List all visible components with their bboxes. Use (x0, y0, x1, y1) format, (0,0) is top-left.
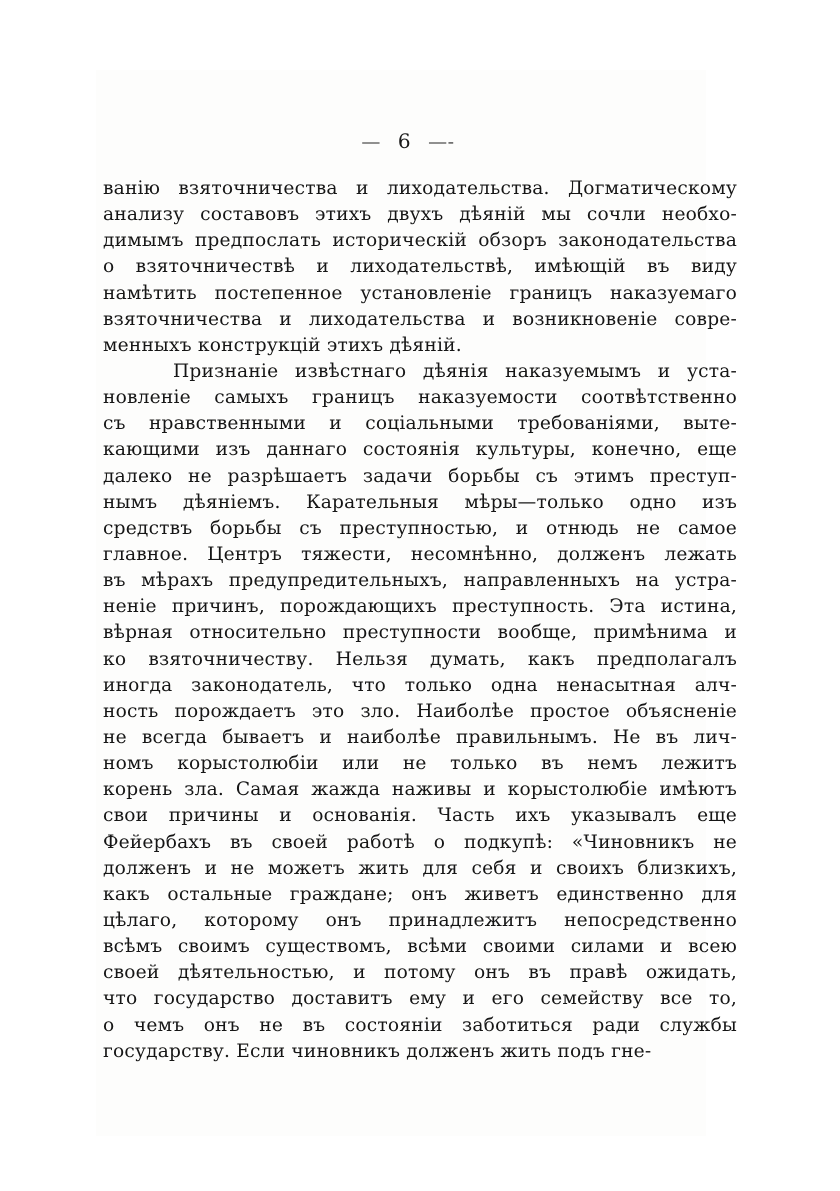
text-line: номъ корыстолюбіи или не только въ немъ лежитъ (103, 753, 737, 775)
text-line: о чемъ онъ не въ состояніи заботиться ради службы (103, 1014, 737, 1036)
text-line: нымъ дѣяніемъ. Карательныя мѣры—только одно изъ (103, 491, 737, 513)
page-number: 6 (397, 129, 412, 153)
header-rule-right: —- (428, 133, 455, 151)
text-line: ванію взяточничества и лиходательства. Догматическому (103, 178, 737, 199)
text-line: въ мѣрахъ предупредительныхъ, направленныхъ на устра- (103, 570, 737, 592)
text-line: неніе причинъ, порождающихъ преступность. Эта истина, (103, 596, 737, 618)
text-line: намѣтить постепенное установленіе границъ наказуемаго (103, 282, 737, 304)
text-line: свои причины и основанія. Часть ихъ указывалъ еще (103, 805, 737, 827)
text-line: какъ остальные граждане; онъ живетъ единственно для (103, 883, 737, 905)
text-line: ко взяточничеству. Нельзя думать, какъ предполагалъ (103, 648, 737, 670)
text-line: кающими изъ даннаго состоянія культуры, конечно, еще (103, 439, 737, 461)
text-line: средствъ борьбы съ преступностью, и отнюдь не самое (103, 517, 737, 539)
text-line: взяточничества и лиходательства и возникновеніе совре- (103, 308, 737, 330)
text-line: новленіе самыхъ границъ наказуемости соотвѣтственно (103, 387, 737, 409)
text-line: вѣрная относительно преступности вообще, примѣнима и (103, 622, 737, 644)
text-line: корень зла. Самая жажда наживы и корыстолюбіе имѣютъ (103, 779, 737, 801)
text-line: о взяточничествѣ и лиходательствѣ, имѣющій въ виду (103, 256, 737, 278)
text-line: димымъ предпослать историческій обзоръ законодательства (103, 230, 737, 252)
text-line: государству. Если чиновникъ долженъ жить подъ гне- (103, 1040, 652, 1062)
text-line: Признаніе извѣстнаго дѣянія наказуемымъ и уста- (173, 360, 737, 382)
text-line: всѣмъ своимъ существомъ, всѣми своими силами и всею (103, 936, 737, 958)
text-line: съ нравственными и соціальными требованіями, выте- (103, 413, 737, 435)
text-line: цѣлаго, которому онъ принадлежитъ непосредственно (103, 909, 737, 931)
text-line: далеко не разрѣшаетъ задачи борьбы съ этимъ преступ- (103, 465, 737, 487)
text-line: главное. Центръ тяжести, несомнѣнно, долженъ лежать (103, 543, 737, 565)
text-line: своей дѣятельностью, и потому онъ въ правѣ ожидать, (103, 962, 737, 984)
text-line: долженъ и не можетъ жить для себя и своихъ близкихъ, (103, 857, 737, 879)
text-line: иногда законодатель, что только одна ненасытная алч- (103, 674, 737, 696)
page-header (103, 129, 713, 153)
text-line: Фейербахъ въ своей работѣ о подкупѣ: «Чиновникъ не (103, 831, 737, 853)
text-line: анализу составовъ этихъ двухъ дѣяній мы сочли необхо- (103, 204, 737, 226)
text-line: не всегда бываетъ и наиболѣе правильнымъ. Не въ лич- (103, 726, 737, 748)
text-line: менныхъ конструкцій этихъ дѣяній. (103, 334, 462, 356)
text-line: что государство доставитъ ему и его семейству все то, (103, 988, 737, 1010)
text-block (103, 176, 737, 1065)
header-rule-left: — (361, 133, 381, 151)
text-line: ность порождаетъ это зло. Наиболѣе простое объясненіе (103, 700, 737, 722)
